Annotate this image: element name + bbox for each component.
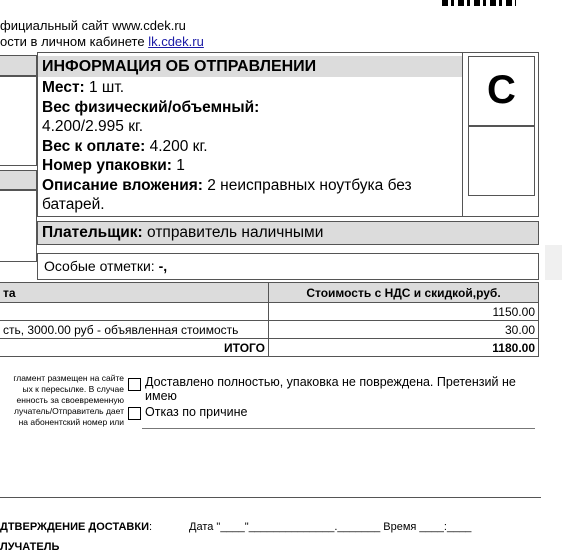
pack-label: Номер упаковки:	[42, 157, 172, 174]
terms-text	[0, 373, 124, 428]
refuse-text: Отказ по причине	[145, 405, 248, 419]
terms-line-1: гламент размещен на сайте	[13, 373, 124, 383]
cabinet-text: ости в личном кабинете	[0, 34, 149, 49]
terms-line-5: на абонентский номер или	[18, 417, 124, 427]
left-box-top	[0, 76, 37, 166]
pay-weight-value: 4.200 кг.	[145, 137, 208, 155]
info-lines	[42, 78, 412, 215]
confirm-date-time: Дата "____"______________._______ Время ____:____	[189, 521, 472, 533]
left-gray-strip-mid	[0, 170, 37, 190]
total-label: ИТОГО	[0, 339, 269, 357]
table-row	[0, 303, 539, 321]
table-header-row	[0, 283, 539, 303]
row-value: 1150.00	[269, 303, 539, 321]
tariff-empty-box	[468, 126, 535, 196]
tariff-letter: C	[487, 68, 516, 112]
terms-line-3: енность за своевременную	[16, 395, 124, 405]
cabinet-line	[0, 34, 204, 49]
info-title: ИНФОРМАЦИЯ ОБ ОТПРАВЛЕНИИ	[42, 58, 317, 75]
terms-line-2: ых к пересылке. В случае	[22, 384, 124, 394]
confirm-colon: :	[148, 521, 153, 533]
pay-weight-label: Вес к оплате:	[42, 137, 146, 155]
payer-label: Плательщик:	[42, 224, 143, 241]
delivered-ok-line-2: имею	[145, 389, 177, 403]
col-cost-header: Стоимость с НДС и скидкой,руб.	[269, 283, 539, 303]
desc-label: Описание вложения:	[42, 176, 203, 194]
notes-label: Особые отметки:	[44, 258, 155, 274]
tariff-letter-box	[468, 56, 535, 126]
delivered-ok-text	[145, 375, 516, 403]
weight-value: 4.200/2.995 кг.	[42, 118, 144, 135]
weight-line	[42, 98, 412, 118]
row-value: 30.00	[269, 321, 539, 339]
row-desc: сть, 3000.00 руб - объявленная стоимость	[0, 321, 269, 339]
notes-value: -,	[154, 258, 168, 274]
pay-weight-line	[42, 137, 412, 157]
qr-code-fragment	[442, 0, 516, 6]
payer-line	[38, 222, 538, 244]
cabinet-link[interactable]: lk.cdek.ru	[148, 34, 204, 49]
site-line: фициальный сайт www.cdek.ru	[0, 18, 186, 33]
table-row	[0, 321, 539, 339]
confirm-label-wrap	[0, 521, 152, 533]
terms-line-4: лучатель/Отправитель дает	[13, 406, 124, 416]
cost-table	[0, 282, 539, 357]
pack-value: 1	[171, 157, 185, 174]
places-value: 1 шт.	[84, 79, 125, 96]
row-desc	[0, 303, 269, 321]
pack-line	[42, 156, 412, 176]
places-line	[42, 78, 412, 98]
confirm-label: ДТВЕРЖДЕНИЕ ДОСТАВКИ	[0, 521, 149, 533]
left-box-mid	[0, 190, 37, 262]
side-gray-tab	[545, 245, 562, 280]
table-total-row	[0, 339, 539, 357]
col-desc-header: та	[0, 283, 269, 303]
delivered-ok-checkbox[interactable]	[128, 378, 141, 391]
payer-value: отправитель наличными	[142, 224, 324, 241]
total-value: 1180.00	[269, 339, 539, 357]
desc-line-2: батарей.	[42, 196, 105, 213]
info-divider	[462, 52, 463, 217]
desc-line	[42, 176, 412, 196]
weight-label: Вес физический/объемный:	[42, 98, 260, 116]
desc-value: 2 неисправных ноутбука без	[202, 176, 412, 194]
refuse-checkbox[interactable]	[128, 407, 141, 420]
notes-box	[37, 253, 539, 280]
info-title-bar	[38, 56, 462, 77]
delivered-ok-line-1: Доставлено полностью, упаковка не повреждена. Претензий не	[145, 375, 516, 389]
payer-bar	[37, 221, 539, 245]
refuse-reason-line	[142, 428, 535, 429]
recipient-label: ЛУЧАТЕЛЬ	[0, 541, 60, 553]
confirm-divider	[0, 497, 541, 498]
left-gray-strip-top	[0, 55, 37, 76]
notes-line	[38, 254, 538, 279]
places-label: Мест:	[42, 79, 85, 96]
